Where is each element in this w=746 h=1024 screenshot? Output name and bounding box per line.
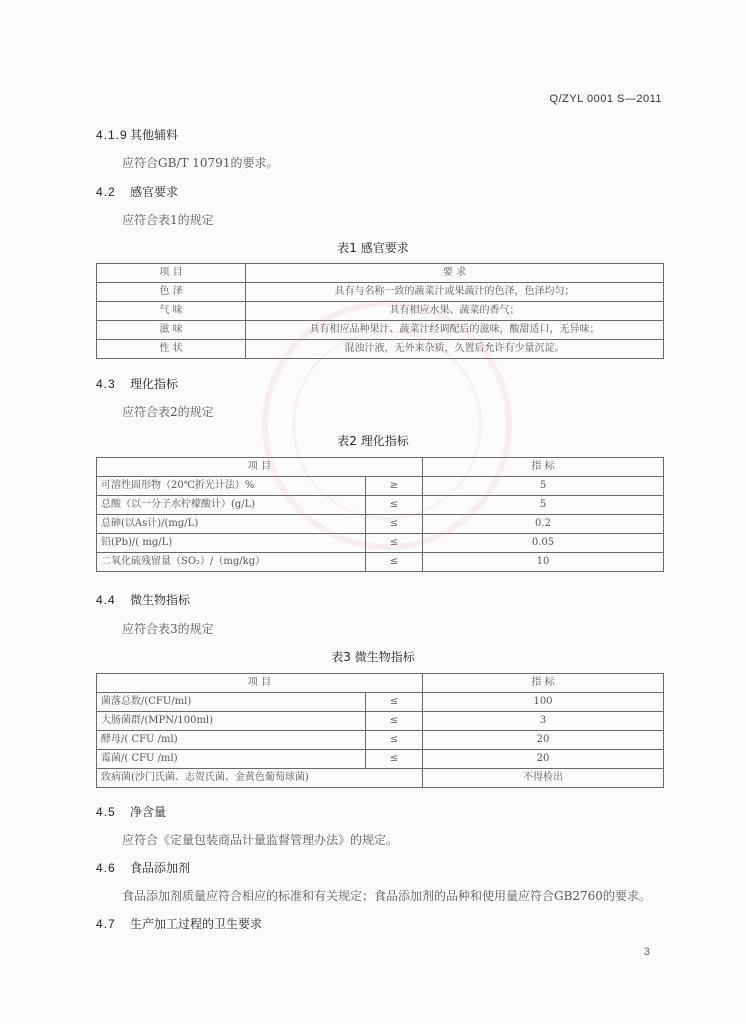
section-text-4-3: 应符合表2的规定 [122, 405, 214, 419]
section-title: 净含量 [130, 805, 167, 819]
table-cell: 气 味 [97, 302, 246, 321]
standard-code: Q/ZYL 0001 S—2011 [549, 93, 662, 105]
table-row [97, 515, 664, 534]
table-header-cell: 项 目 [97, 458, 423, 477]
table-cell: ≤ [366, 496, 423, 515]
table-row [97, 553, 664, 572]
table-cell: ≤ [366, 750, 423, 769]
table-cell: 具有相应水果、蔬菜的香气； [246, 302, 664, 321]
section-number: 4.1.9 [96, 128, 128, 142]
section-number: 4.5 [96, 805, 116, 819]
section-text-4-5: 应符合《定量包装商品计量监督管理办法》的规定。 [122, 833, 399, 847]
section-number: 4.4 [96, 593, 116, 607]
table-cell: ≤ [366, 693, 423, 712]
table-cell: 具有与名称一致的蔬菜汁或果蔬汁的色泽，色泽均匀； [246, 283, 664, 302]
section-heading-4-4 [96, 591, 190, 608]
table-row [97, 693, 664, 712]
table-cell: ≥ [366, 477, 423, 496]
table-cell: 二氧化硫残留量（SO₂）/（mg/kg） [97, 553, 366, 572]
section-text-4-1-9: 应符合GB/T 10791的要求。 [122, 156, 279, 170]
table-row [97, 769, 664, 788]
table-cell: 铅(Pb)/( mg/L) [97, 534, 366, 553]
table1-caption: 表1 感官要求 [337, 241, 409, 255]
section-title: 微生物指标 [130, 593, 191, 607]
table-header-row [97, 264, 664, 283]
section-title: 其他辅料 [130, 128, 179, 142]
section-title: 感官要求 [130, 185, 179, 199]
table-header-cell: 项 目 [97, 264, 246, 283]
table-cell: 0.2 [423, 515, 664, 534]
table-row [97, 496, 664, 515]
table-cell: 总砷(以As计)/(mg/L) [97, 515, 366, 534]
table3 [96, 673, 664, 788]
table-cell: 总酸（以一分子水柠檬酸计）(g/L) [97, 496, 366, 515]
table-cell: 20 [423, 731, 664, 750]
section-heading-4-5 [96, 803, 166, 820]
table3-caption: 表3 微生物指标 [331, 650, 415, 664]
table-row [97, 750, 664, 769]
table-row [97, 340, 664, 359]
section-number: 4.7 [96, 917, 116, 931]
table2-caption: 表2 理化指标 [337, 434, 409, 448]
table-cell: ≤ [366, 534, 423, 553]
table-header-cell: 项 目 [97, 674, 423, 693]
table-cell: 3 [423, 712, 664, 731]
table-row [97, 712, 664, 731]
section-text-4-6: 食品添加剂质量应符合相应的标准和有关规定；食品添加剂的品种和使用量应符合GB2760的要求。 [122, 889, 651, 903]
table-cell: ≤ [366, 515, 423, 534]
table-header-cell: 要 求 [246, 264, 664, 283]
table-row [97, 534, 664, 553]
table-cell: 可溶性固形物（20℃折光计法）% [97, 477, 366, 496]
table-header-row [97, 674, 664, 693]
section-heading-4-2 [96, 183, 178, 200]
table-cell: 不得检出 [423, 769, 664, 788]
table-row [97, 321, 664, 340]
table-cell: 5 [423, 496, 664, 515]
table-cell: 性 状 [97, 340, 246, 359]
section-heading-4-6 [96, 859, 190, 876]
section-number: 4.3 [96, 377, 116, 391]
section-text-4-2: 应符合表1的规定 [122, 213, 214, 227]
page-number: 3 [643, 946, 650, 958]
table-row [97, 731, 664, 750]
table-row [97, 283, 664, 302]
table-header-cell: 指 标 [423, 674, 664, 693]
table-header-cell: 指 标 [423, 458, 664, 477]
table2 [96, 457, 664, 572]
table-cell: 5 [423, 477, 664, 496]
table-cell: 菌落总数/(CFU/ml) [97, 693, 366, 712]
table-cell: 10 [423, 553, 664, 572]
table-header-row [97, 458, 664, 477]
table-cell: 霉菌/( CFU /ml) [97, 750, 366, 769]
section-title: 生产加工过程的卫生要求 [130, 917, 263, 931]
section-title: 理化指标 [130, 377, 179, 391]
section-text-4-4: 应符合表3的规定 [122, 622, 214, 636]
table-cell: ≤ [366, 553, 423, 572]
section-number: 4.6 [96, 861, 116, 875]
table-cell: 致病菌(沙门氏菌、志贺氏菌、金黄色葡萄球菌) [97, 769, 423, 788]
section-heading-4-3 [96, 375, 178, 392]
table-cell: 0.05 [423, 534, 664, 553]
section-heading-4-1-9 [96, 126, 178, 143]
table-cell: 酵母/( CFU /ml) [97, 731, 366, 750]
table-row [97, 477, 664, 496]
table-cell: 具有相应品种果汁、蔬菜汁经调配后的滋味，酸甜适口，无异味； [246, 321, 664, 340]
table-cell: 大肠菌群/(MPN/100ml) [97, 712, 366, 731]
table-cell: 色 泽 [97, 283, 246, 302]
table-cell: ≤ [366, 731, 423, 750]
table1 [96, 263, 664, 359]
table-cell: 滋 味 [97, 321, 246, 340]
section-title: 食品添加剂 [130, 861, 191, 875]
table-row [97, 302, 664, 321]
table-cell: 混浊汁液，无外来杂质，久置后允许有少量沉淀。 [246, 340, 664, 359]
table-cell: 20 [423, 750, 664, 769]
section-number: 4.2 [96, 185, 116, 199]
table-cell: ≤ [366, 712, 423, 731]
table-cell: 100 [423, 693, 664, 712]
section-heading-4-7 [96, 915, 262, 932]
